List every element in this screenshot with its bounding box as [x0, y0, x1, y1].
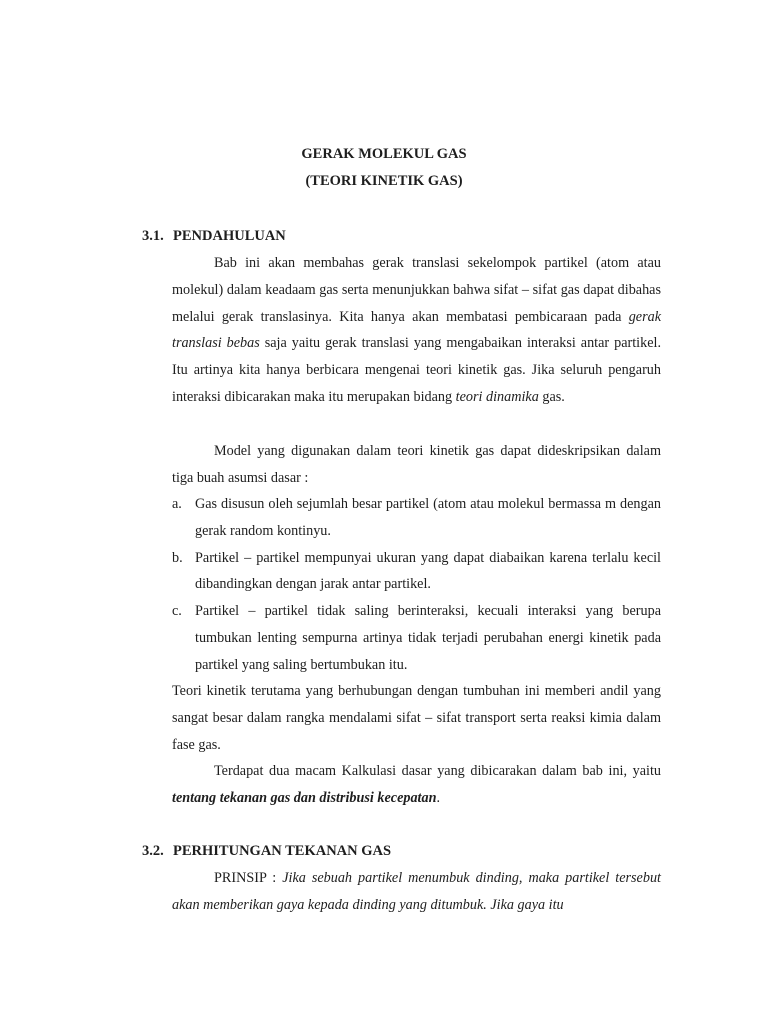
paragraph-prinsip [172, 865, 661, 919]
document-subtitle: (TEORI KINETIK GAS) [305, 173, 463, 189]
list-item-text: Partikel – partikel mempunyai ukuran yang dapat diabaikan karena terlalu kecil dibandingkan dengan jarak antar partikel. [195, 549, 661, 593]
section-number: 3.2. [142, 843, 164, 859]
section-number: 3.1. [142, 228, 164, 244]
list-marker: b. [172, 549, 183, 566]
list-item-text: Gas disusun oleh sejumlah besar partikel (atom atau molekul bermassa m dengan gerak random kontinyu. [195, 496, 661, 539]
list-item [172, 491, 661, 545]
list-item [172, 545, 661, 599]
term-gerak-translasi-bebas: gerak translasi bebas [172, 308, 661, 352]
list-marker: a. [172, 496, 182, 512]
paragraph-intro: Bab ini akan membahas gerak translasi sekelompok partikel (atom atau molekul) dalam keadaam gas serta menunjukkan bahwa sifat – sifat gas dapat dibahas melalui gerak translasinya. Kita hanya akan membatasi pembicaraan pada gerak translasi bebas saja yaitu gerak translasi yang mengabaikan interaksi antar partikel. Itu artinya kita hanya berbicara mengenai teori kinetik gas. Jika seluruh pengaruh interaksi dibicarakan maka itu merupakan bidang teori dinamika gas. [172, 255, 661, 405]
paragraph-kalkulasi: Terdapat dua macam Kalkulasi dasar yang dibicarakan dalam bab ini, yaitu tentang tekanan gas dan distribusi kecepatan. [172, 763, 661, 806]
paragraph-teori-kinetik: Teori kinetik terutama yang berhubungan dengan tumbuhan ini memberi andil yang sangat besar dalam rangka mendalami sifat – sifat transport serta reaksi kimia dalam fase gas. [172, 683, 661, 753]
assumption-list [172, 491, 661, 679]
prinsip-text: Jika sebuah partikel menumbuk dinding, maka partikel tersebut akan memberikan gaya kepada dinding yang ditumbuk. Jika gaya itu [172, 870, 661, 913]
section-heading-tekanan-gas [142, 843, 391, 860]
list-marker: c. [172, 603, 182, 620]
prinsip-label: PRINSIP : [214, 870, 283, 886]
document-title: GERAK MOLEKUL GAS [301, 146, 467, 162]
list-item-text: Partikel – partikel tidak saling berinteraksi, kecuali interaksi yang berupa tumbukan lenting sempurna artinya tidak terjadi perubahan energi kinetik pada partikel yang saling bertumbukan itu. [195, 603, 661, 673]
section-heading-pendahuluan [142, 228, 286, 245]
paragraph-model: Model yang digunakan dalam teori kinetik gas dapat dideskripsikan dalam tiga buah asumsi dasar : [172, 443, 661, 486]
emphasis-kalkulasi-topics: tentang tekanan gas dan distribusi kecepatan [172, 789, 437, 806]
list-item [172, 598, 661, 678]
section-title: PENDAHULUAN [173, 228, 286, 244]
section-title: PERHITUNGAN TEKANAN GAS [173, 843, 392, 859]
term-teori-dinamika: teori dinamika [455, 388, 539, 405]
